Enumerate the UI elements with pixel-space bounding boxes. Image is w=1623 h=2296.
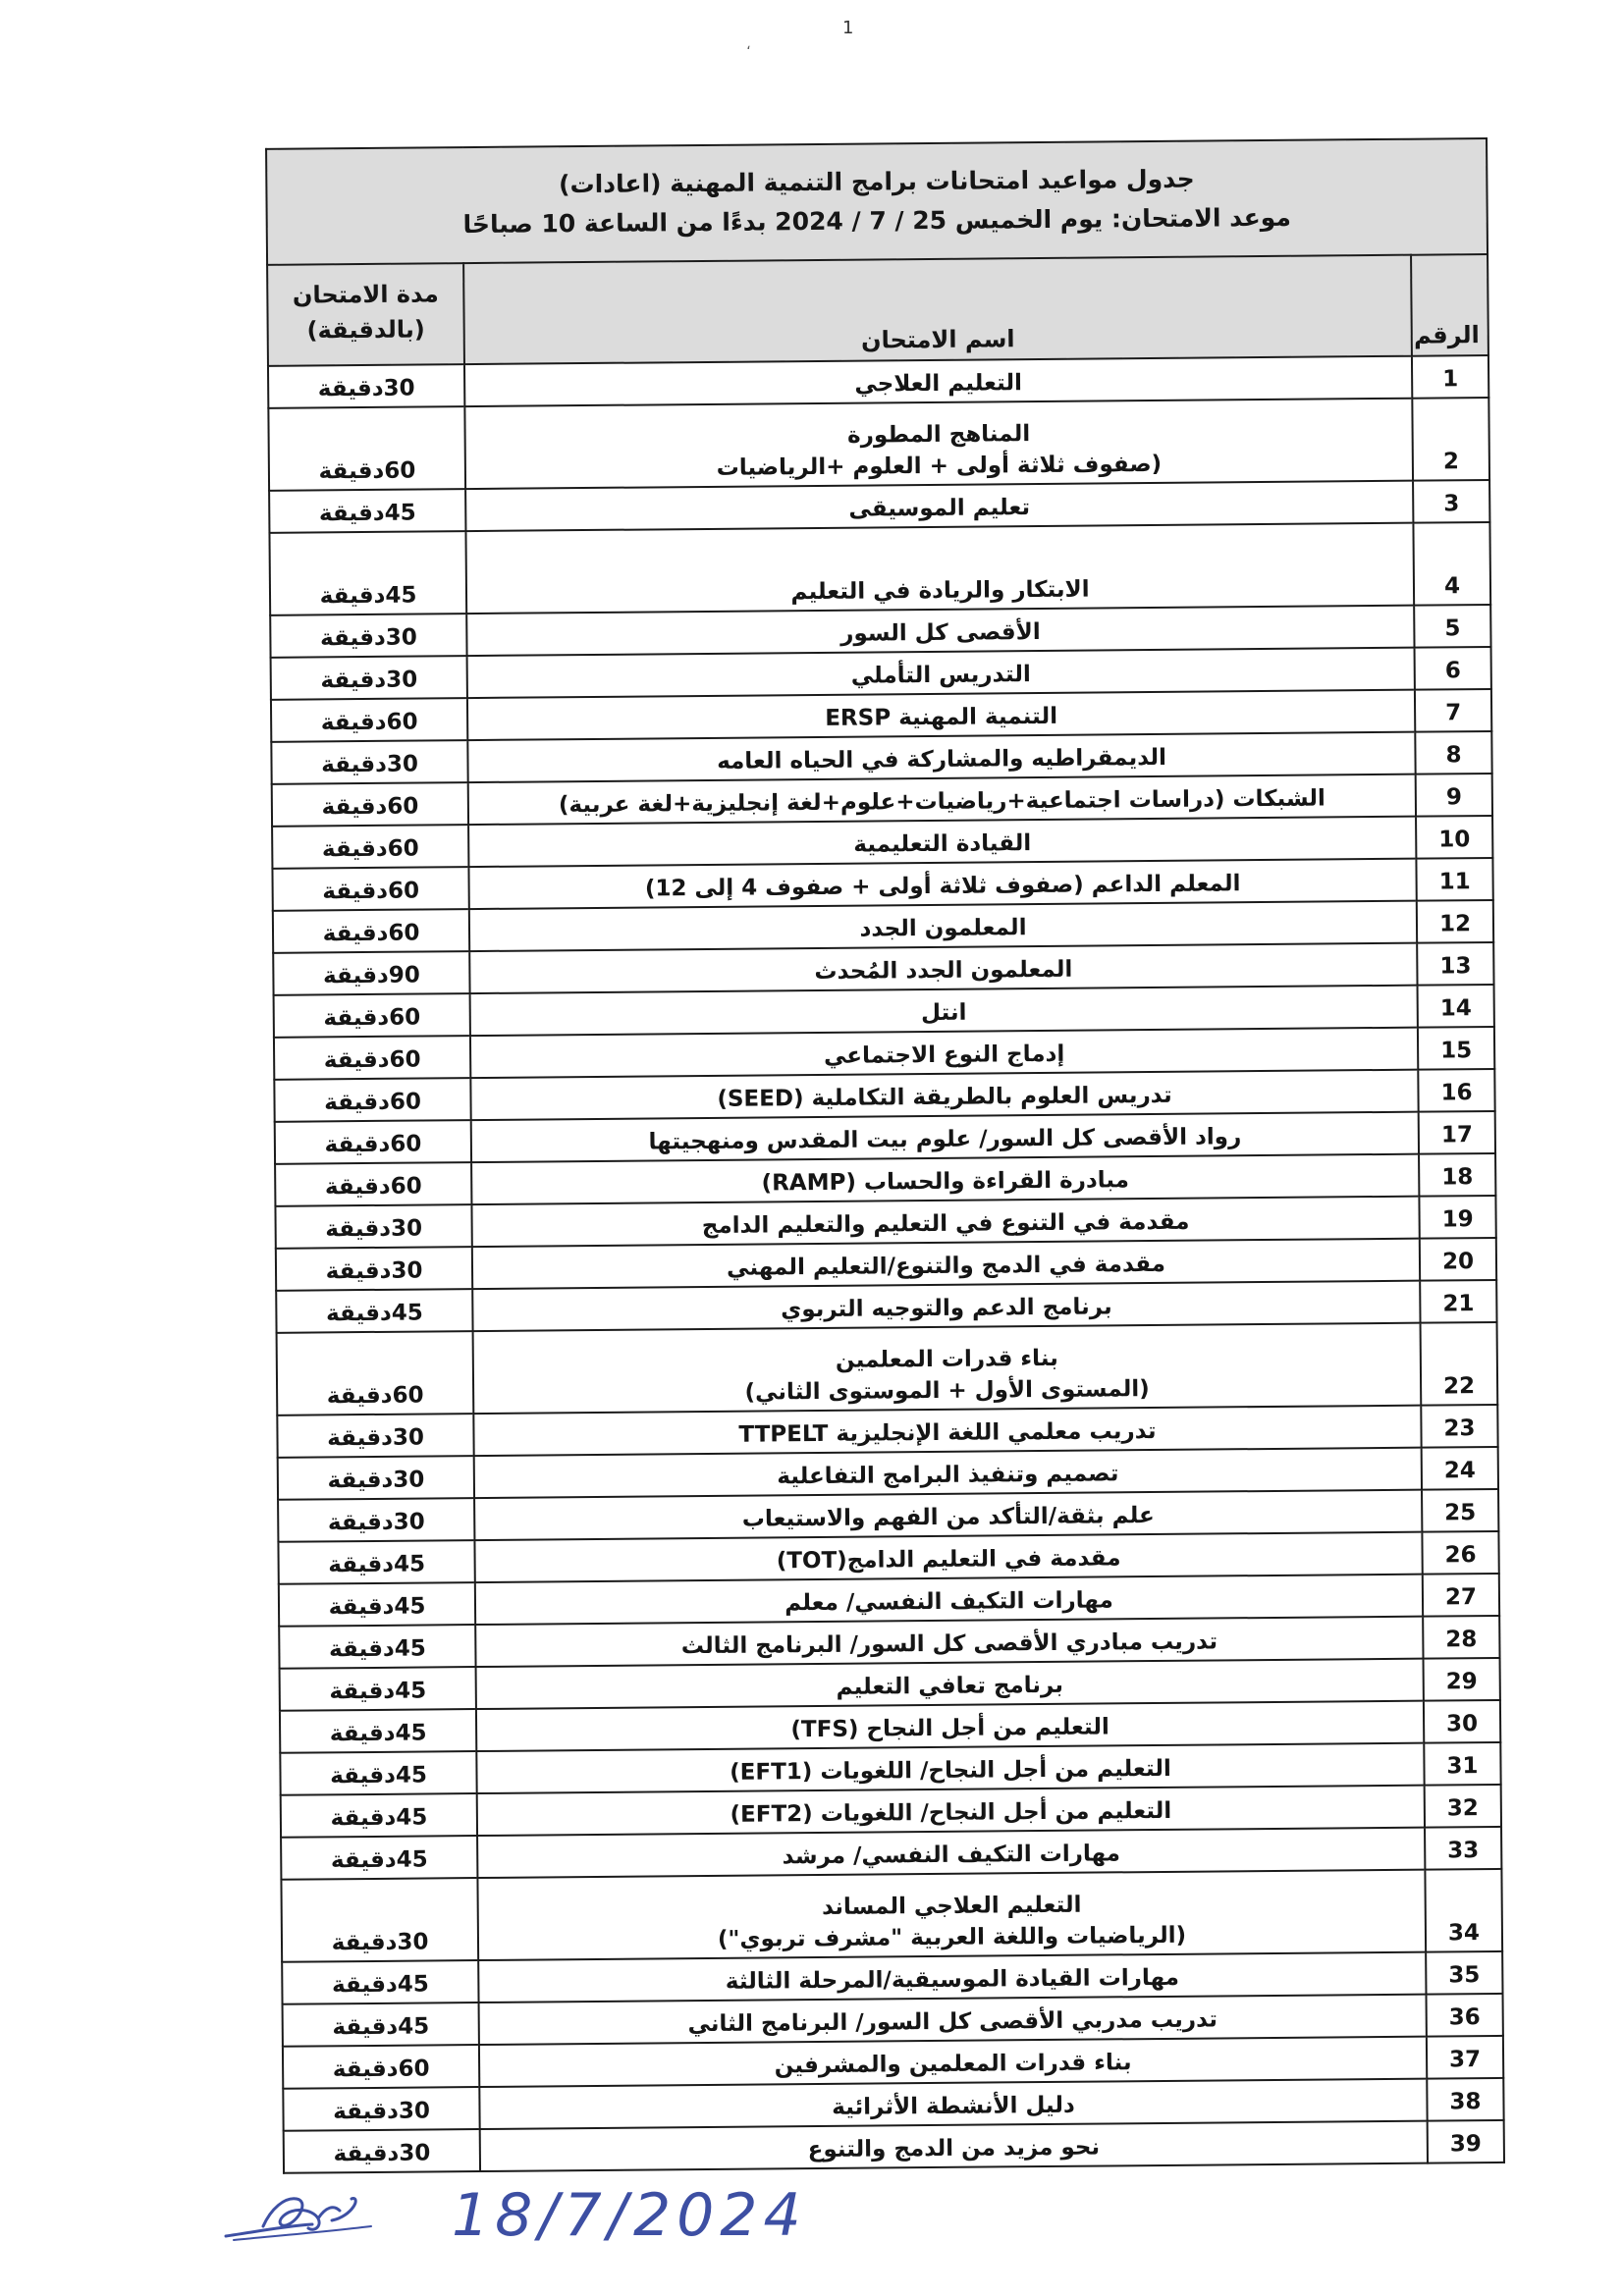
row-duration: 30دقيقة — [278, 1456, 474, 1500]
row-duration: 60دقيقة — [272, 825, 468, 869]
exam-name-line2: (صفوف ثلاثة أولى + العلوم +الرياضيات — [716, 451, 1163, 481]
row-exam-name: المعلمون الجدد — [469, 901, 1417, 951]
row-exam-name — [473, 1323, 1422, 1414]
table-row — [281, 1869, 1502, 1962]
row-exam-name: التعليم من أجل النجاح (TFS) — [476, 1701, 1424, 1751]
title-row — [266, 138, 1488, 265]
row-duration: 30دقيقة — [277, 1414, 473, 1458]
row-number: 3 — [1413, 480, 1489, 523]
row-number: 15 — [1418, 1027, 1494, 1070]
row-exam-name: بناء قدرات المعلمين والمشرفين — [479, 2037, 1427, 2087]
row-duration: 45دقيقة — [280, 1667, 476, 1711]
row-number: 22 — [1421, 1322, 1498, 1406]
row-number: 33 — [1425, 1827, 1501, 1870]
row-exam-name: تصميم وتنفيذ البرامج التفاعلية — [474, 1448, 1422, 1498]
row-number: 37 — [1427, 2036, 1503, 2079]
row-number: 19 — [1419, 1196, 1495, 1239]
row-number: 20 — [1420, 1238, 1496, 1281]
row-exam-name: التعليم العلاجي — [464, 356, 1412, 406]
page-mark: 1 — [842, 18, 854, 38]
row-duration: 60دقيقة — [273, 909, 469, 953]
row-exam-name: الابتكار والريادة في التعليم — [465, 523, 1414, 614]
row-duration: 45دقيقة — [283, 2002, 479, 2047]
row-exam-name: مقدمة في الدمج والتنوع/التعليم المهني — [472, 1239, 1420, 1289]
row-exam-name: مبادرة القراءة والحساب (RAMP) — [471, 1154, 1419, 1204]
row-duration: 60دقيقة — [272, 782, 468, 827]
row-duration: 30دقيقة — [268, 364, 464, 408]
row-duration: 45دقيقة — [269, 531, 466, 615]
row-duration: 45دقيقة — [281, 1836, 477, 1880]
row-exam-name: مقدمة في التنوع في التعليم والتعليم الدامج — [471, 1197, 1419, 1247]
row-number: 27 — [1423, 1574, 1499, 1617]
row-exam-name: التدريس التأملي — [467, 648, 1415, 698]
exam-name-line1: المناهج المطورة — [846, 421, 1031, 449]
row-number: 12 — [1417, 900, 1493, 943]
row-duration: 60دقيقة — [268, 406, 465, 491]
row-duration: 30دقيقة — [275, 1204, 471, 1249]
row-number: 6 — [1415, 647, 1491, 690]
row-duration: 30دقيقة — [278, 1498, 474, 1542]
row-duration: 45دقيقة — [281, 1793, 477, 1838]
row-exam-name: تدريب مبادري الأقصى كل السور/ البرنامج الثالث — [475, 1617, 1423, 1667]
exam-name-line1: التعليم العلاجي المساند — [821, 1892, 1082, 1920]
row-number: 26 — [1422, 1531, 1498, 1575]
row-duration: 60دقيقة — [271, 698, 467, 742]
exam-name-line1: بناء قدرات المعلمين — [835, 1345, 1058, 1373]
row-exam-name: مهارات التكيف النفسي/ معلم — [475, 1575, 1423, 1625]
row-exam-name: الشبكات (دراسات اجتماعية+رياضيات+علوم+لغة إنجليزية+لغة عربية) — [468, 774, 1416, 825]
row-duration: 60دقيقة — [274, 1078, 470, 1122]
row-exam-name: نحو مزيد من الدمج والتنوع — [480, 2121, 1428, 2171]
row-exam-name: مقدمة في التعليم الدامج(TOT) — [474, 1532, 1422, 1582]
row-exam-name: تدريب معلمي اللغة الإنجليزية TTPELT — [473, 1406, 1421, 1456]
row-exam-name: مهارات القيادة الموسيقية/المرحلة الثالثة — [478, 1952, 1426, 2002]
schedule-rows — [268, 355, 1504, 2173]
row-duration: 30دقيقة — [271, 740, 467, 784]
schedule-subtitle: موعد الامتحان: يوم الخميس 25 / 7 / 2024 بدءًا من الساعة 10 صباحًا — [462, 202, 1291, 240]
row-number: 11 — [1416, 858, 1492, 901]
row-exam-name: التعليم من أجل النجاح/ اللغويات (EFT2) — [477, 1786, 1425, 1836]
row-exam-name: رواد الأقصى كل السور/ علوم بيت المقدس ومنهجيتها — [471, 1112, 1419, 1162]
row-number: 39 — [1428, 2120, 1504, 2163]
exam-name-line2: (المستوى الأول + الموستوى الثاني) — [744, 1376, 1150, 1406]
row-number: 8 — [1415, 731, 1491, 774]
row-duration: 45دقيقة — [269, 489, 465, 533]
row-duration: 45دقيقة — [279, 1582, 475, 1627]
row-exam-name — [464, 399, 1413, 489]
row-exam-name: دليل الأنشطة الأثرائية — [479, 2079, 1427, 2129]
row-number: 10 — [1416, 816, 1492, 859]
table-row — [277, 1322, 1498, 1415]
title-cell — [266, 138, 1488, 265]
row-exam-name: المعلم الداعم (صفوف ثلاثة أولى + صفوف 4 إلى 12) — [468, 859, 1416, 909]
row-exam-name: القيادة التعليمية — [468, 817, 1416, 867]
row-exam-name: تدريس العلوم بالطريقة التكاملية (SEED) — [470, 1070, 1418, 1120]
row-number: 4 — [1413, 522, 1490, 606]
row-number: 17 — [1419, 1111, 1495, 1154]
row-number: 38 — [1427, 2078, 1503, 2121]
row-duration: 45دقيقة — [279, 1625, 475, 1669]
row-number: 7 — [1415, 689, 1491, 732]
row-number: 30 — [1424, 1700, 1500, 1743]
row-duration: 30دقيقة — [276, 1247, 472, 1291]
row-number: 24 — [1422, 1447, 1498, 1490]
row-exam-name: إدماج النوع الاجتماعي — [470, 1028, 1418, 1078]
row-exam-name: تعليم الموسيقى — [465, 481, 1413, 531]
header-number: الرقم — [1411, 254, 1488, 356]
row-number: 18 — [1419, 1153, 1495, 1197]
row-duration: 60دقيقة — [275, 1120, 471, 1164]
row-duration: 60دقيقة — [277, 1331, 474, 1415]
header-exam-name: اسم الامتحان — [463, 255, 1412, 364]
row-number: 13 — [1417, 942, 1493, 986]
signature-icon — [224, 2167, 401, 2256]
row-exam-name: انتل — [470, 986, 1418, 1036]
row-exam-name: المعلمون الجدد المُحدث — [469, 943, 1417, 993]
schedule-title: جدول مواعيد امتحانات برامج التنمية المهنية (اعادات) — [558, 164, 1195, 199]
row-number: 23 — [1421, 1405, 1497, 1448]
row-number: 16 — [1418, 1069, 1494, 1112]
table-row — [269, 522, 1490, 615]
row-duration: 45دقيقة — [280, 1709, 476, 1753]
row-duration: 90دقيقة — [273, 951, 469, 995]
row-duration: 30دقيقة — [281, 1878, 478, 1962]
row-duration: 30دقيقة — [271, 656, 467, 700]
row-duration: 30دقيقة — [284, 2129, 480, 2173]
row-duration: 60دقيقة — [274, 993, 470, 1038]
row-duration: 45دقيقة — [282, 1960, 478, 2004]
header-row — [267, 254, 1488, 366]
row-number: 9 — [1416, 774, 1492, 817]
row-exam-name: برنامج الدعم والتوجيه التربوي — [472, 1281, 1420, 1331]
row-number: 25 — [1422, 1489, 1498, 1532]
row-duration: 60دقيقة — [272, 867, 468, 911]
row-exam-name: تدريب مدربي الأقصى كل السور/ البرنامج الثاني — [479, 1995, 1427, 2045]
row-exam-name: مهارات التكيف النفسي/ مرشد — [477, 1828, 1425, 1878]
row-exam-name: برنامج تعافي التعليم — [476, 1659, 1424, 1709]
row-exam-name: علم بثقة/التأكد من الفهم والاستيعاب — [474, 1490, 1422, 1540]
row-number: 28 — [1423, 1616, 1499, 1659]
row-duration: 60دقيقة — [274, 1036, 470, 1080]
exam-name-line2: (الرياضيات واللغة العربية "مشرف تربوي") — [717, 1922, 1187, 1952]
header-duration: مدة الامتحان (بالدقيقة) — [267, 263, 464, 366]
row-number: 34 — [1425, 1869, 1502, 1952]
row-duration: 60دقيقة — [283, 2045, 479, 2089]
row-number: 32 — [1425, 1785, 1501, 1828]
row-number: 36 — [1427, 1994, 1503, 2037]
row-number: 31 — [1424, 1742, 1500, 1786]
row-duration: 45دقيقة — [276, 1289, 472, 1333]
row-duration: 45دقيقة — [278, 1540, 474, 1584]
row-duration: 60دقيقة — [275, 1162, 471, 1206]
row-exam-name: الديمقراطيه والمشاركة في الحياه العامه — [467, 732, 1415, 782]
row-duration: 45دقيقة — [280, 1751, 476, 1795]
row-number: 1 — [1412, 355, 1488, 399]
row-number: 14 — [1418, 985, 1494, 1028]
handwritten-date: 18/7/2024 — [452, 2181, 807, 2250]
row-duration: 30دقيقة — [270, 614, 466, 658]
row-number: 5 — [1414, 605, 1490, 648]
row-exam-name: الأقصى كل السور — [466, 606, 1414, 656]
row-exam-name: التعليم من أجل النجاح/ اللغويات (EFT1) — [476, 1743, 1424, 1793]
row-number: 35 — [1426, 1951, 1502, 1995]
row-duration: 30دقيقة — [283, 2087, 479, 2131]
row-exam-name: التنمية المهنية ERSP — [467, 690, 1415, 740]
exam-schedule-table — [265, 137, 1505, 2174]
table-row — [268, 398, 1489, 491]
row-number: 2 — [1412, 398, 1489, 481]
row-exam-name — [477, 1870, 1426, 1960]
row-number: 21 — [1420, 1280, 1496, 1323]
page-mark-small: ، — [746, 37, 751, 53]
row-number: 29 — [1424, 1658, 1500, 1701]
